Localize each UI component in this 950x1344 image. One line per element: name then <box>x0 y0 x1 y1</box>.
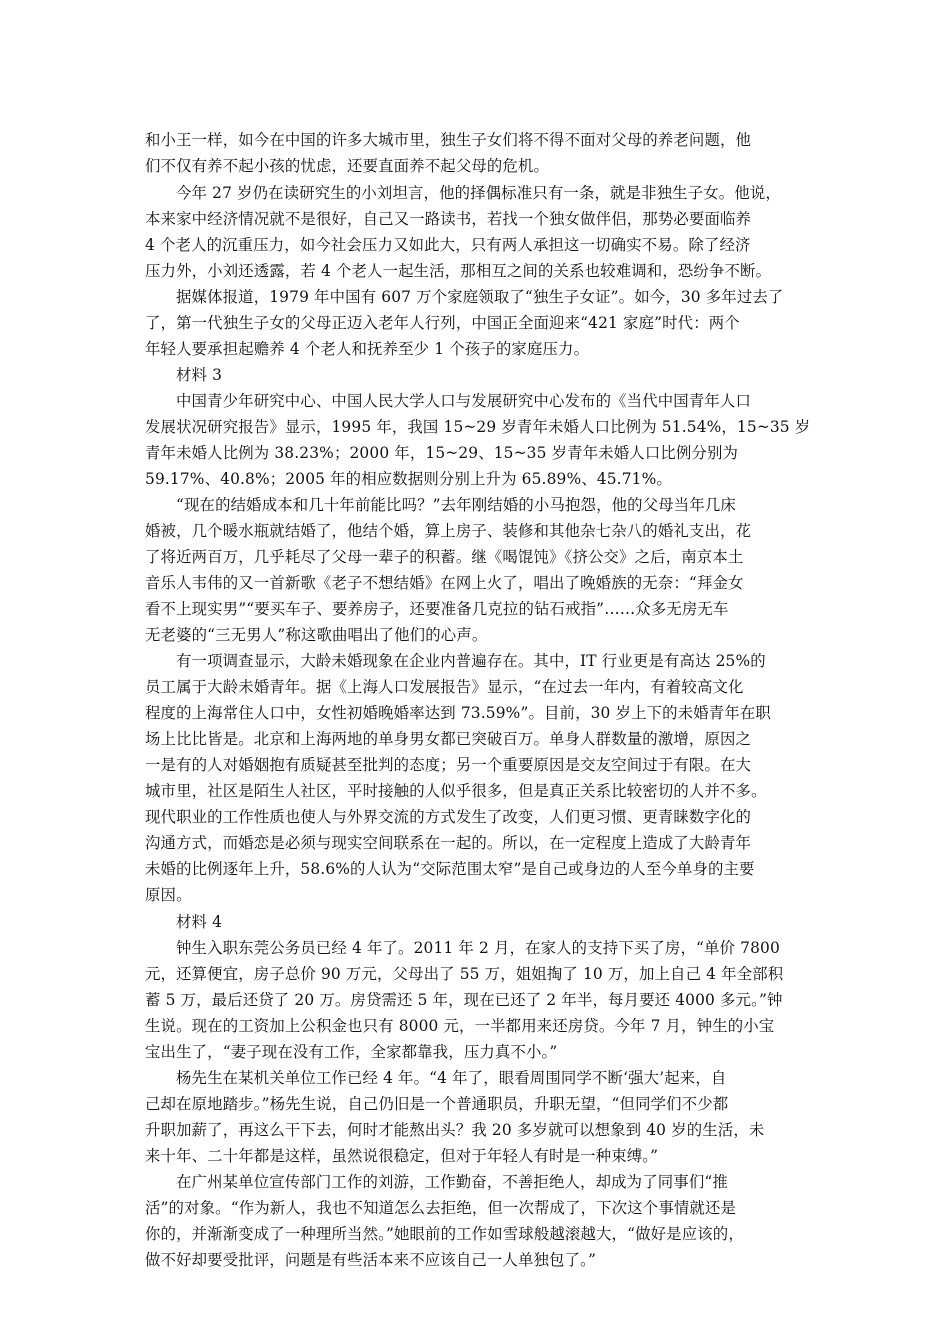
text-line: 城市里，社区是陌生人社区，平时接触的人似乎很多，但是真正关系比较密切的人并不多。 <box>145 782 767 800</box>
text-line: 了将近两百万，几乎耗尽了父母一辈子的积蓄。继《喝馄饨》《挤公交》之后，南京本土 <box>145 548 744 566</box>
text-line: 原因。 <box>145 886 192 904</box>
text-line: 你的，并渐渐变成了一种理所当然。”她眼前的工作如雪球般越滚越大，“做好是应该的， <box>145 1225 744 1243</box>
text-line: 据媒体报道，1979 年中国有 607 万个家庭领取了“独生子女证”。如今，30 多年过去了 <box>176 288 784 306</box>
text-line: 59.17%、40.8%；2005 年的相应数据则分别上升为 65.89%、45.71%。 <box>145 470 672 488</box>
text-line: 婚被，几个暖水瓶就结婚了，他结个婚，算上房子、装修和其他杂七杂八的婚礼支出，花 <box>145 522 752 540</box>
text-line: 中国青少年研究中心、中国人民大学人口与发展研究中心发布的《当代中国青年人口 <box>176 392 752 410</box>
text-line: 杨先生在某机关单位工作已经 4 年。“4 年了，眼看周围同学不断‘强大’起来，自 <box>176 1069 727 1087</box>
text-line: 发展状况研究报告》显示，1995 年，我国 15~29 岁青年未婚人口比例为 51.54%，15~35 岁 <box>145 418 811 436</box>
text-line: 活”的对象。“作为新人，我也不知道怎么去拒绝，但一次帮成了，下次这个事情就还是 <box>145 1199 737 1217</box>
text-line: 员工属于大龄未婚青年。据《上海人口发展报告》显示，“在过去一年内，有着较高文化 <box>145 678 744 696</box>
text-line: 升职加薪了，再这么干下去，何时才能熬出头？我 20 多岁就可以想象到 40 岁的生活，未 <box>145 1121 765 1139</box>
text-line: 宝出生了，“妻子现在没有工作，全家都靠我，压力真不小。” <box>145 1043 558 1061</box>
text-line: 现代职业的工作性质也使人与外界交流的方式发生了改变，人们更习惯、更青睐数字化的 <box>145 808 752 826</box>
text-line: 沟通方式，而婚恋是必须与现实空间联系在一起的。所以，在一定程度上造成了大龄青年 <box>145 834 752 852</box>
text-line: 们不仅有养不起小孩的忧虑，还要直面养不起父母的危机。 <box>145 157 550 175</box>
text-line: 音乐人韦伟的又一首新歌《老子不想结婚》在网上火了，唱出了晚婚族的无奈：“拜金女 <box>145 574 744 592</box>
text-line: 程度的上海常住人口中，女性初婚晚婚率达到 73.59%”。目前，30 岁上下的未婚青年在职 <box>145 704 771 722</box>
text-line: 看不上现实男”“要买车子、要养房子，还要准备几克拉的钻石戒指”……众多无房无车 <box>145 600 729 618</box>
text-line: 未婚的比例逐年上升，58.6%的人认为“交际范围太窄”是自己或身边的人至今单身的主要 <box>145 860 755 878</box>
text-line: 今年 27 岁仍在读研究生的小刘坦言，他的择偶标准只有一条，就是非独生子女。他说， <box>176 184 781 202</box>
text-line: 己却在原地踏步。”杨先生说，自己仍旧是一个普通职员，升职无望，“但同学们不少都 <box>145 1095 729 1113</box>
text-line: 青年未婚人比例为 38.23%；2000 年，15~29、15~35 岁青年未婚人口比例分别为 <box>145 444 739 462</box>
text-line: 钟生入职东莞公务员已经 4 年了。2011 年 2 月，在家人的支持下买了房，“单价 7800 <box>176 939 780 957</box>
text-line: “现在的结婚成本和几十年前能比吗？”去年刚结婚的小马抱怨，他的父母当年几床 <box>176 496 736 514</box>
text-line: 一是有的人对婚姻抱有质疑甚至批判的态度；另一个重要原因是交友空间过于有限。在大 <box>145 756 752 774</box>
text-line: 生说。现在的工资加上公积金也只有 8000 元，一半都用来还房贷。今年 7 月，钟生的小宝 <box>145 1017 775 1035</box>
text-line: 了，第一代独生子女的父母正迈入老年人行列，中国正全面迎来“421 家庭”时代：两个 <box>145 314 740 332</box>
text-line: 4 个老人的沉重压力，如今社会压力又如此大，只有两人承担这一切确实不易。除了经济 <box>145 236 751 254</box>
text-line: 场上比比皆是。北京和上海两地的单身男女都已突破百万。单身人群数量的激增，原因之 <box>145 730 752 748</box>
text-line: 有一项调查显示，大龄未婚现象在企业内普遍存在。其中，IT 行业更是有高达 25%的 <box>176 652 766 670</box>
text-line: 在广州某单位宣传部门工作的刘游，工作勤奋，不善拒绝人，却成为了同事们“推 <box>176 1173 728 1191</box>
text-line: 年轻人要承担起赡养 4 个老人和抚养至少 1 个孩子的家庭压力。 <box>145 340 590 358</box>
text-line: 来十年、二十年都是这样，虽然说很稳定，但对于年轻人有时是一种束缚。” <box>145 1147 659 1165</box>
text-line: 元，还算便宜，房子总价 90 万元，父母出了 55 万，姐姐掏了 10 万，加上自己 4 年全部积 <box>145 965 784 983</box>
text-line: 做不好却要受批评，问题是有些活本来不应该自己一人单独包了。” <box>145 1251 596 1269</box>
section-heading: 材料 4 <box>176 913 223 931</box>
text-line: 和小王一样，如今在中国的许多大城市里，独生子女们将不得不面对父母的养老问题，他 <box>145 131 752 149</box>
text-line: 蓄 5 万，最后还贷了 20 万。房贷需还 5 年，现在已还了 2 年半，每月要还 4000 多元。”钟 <box>145 991 783 1009</box>
section-heading: 材料 3 <box>176 366 223 384</box>
text-line: 无老婆的“三无男人”称这歌曲唱出了他们的心声。 <box>145 626 488 644</box>
text-line: 压力外，小刘还透露，若 4 个老人一起生活，那相互之间的关系也较难调和，恐纷争不断。 <box>145 262 772 280</box>
text-line: 本来家中经济情况就不是很好，自己又一路读书，若找一个独女做伴侣，那势必要面临养 <box>145 210 752 228</box>
